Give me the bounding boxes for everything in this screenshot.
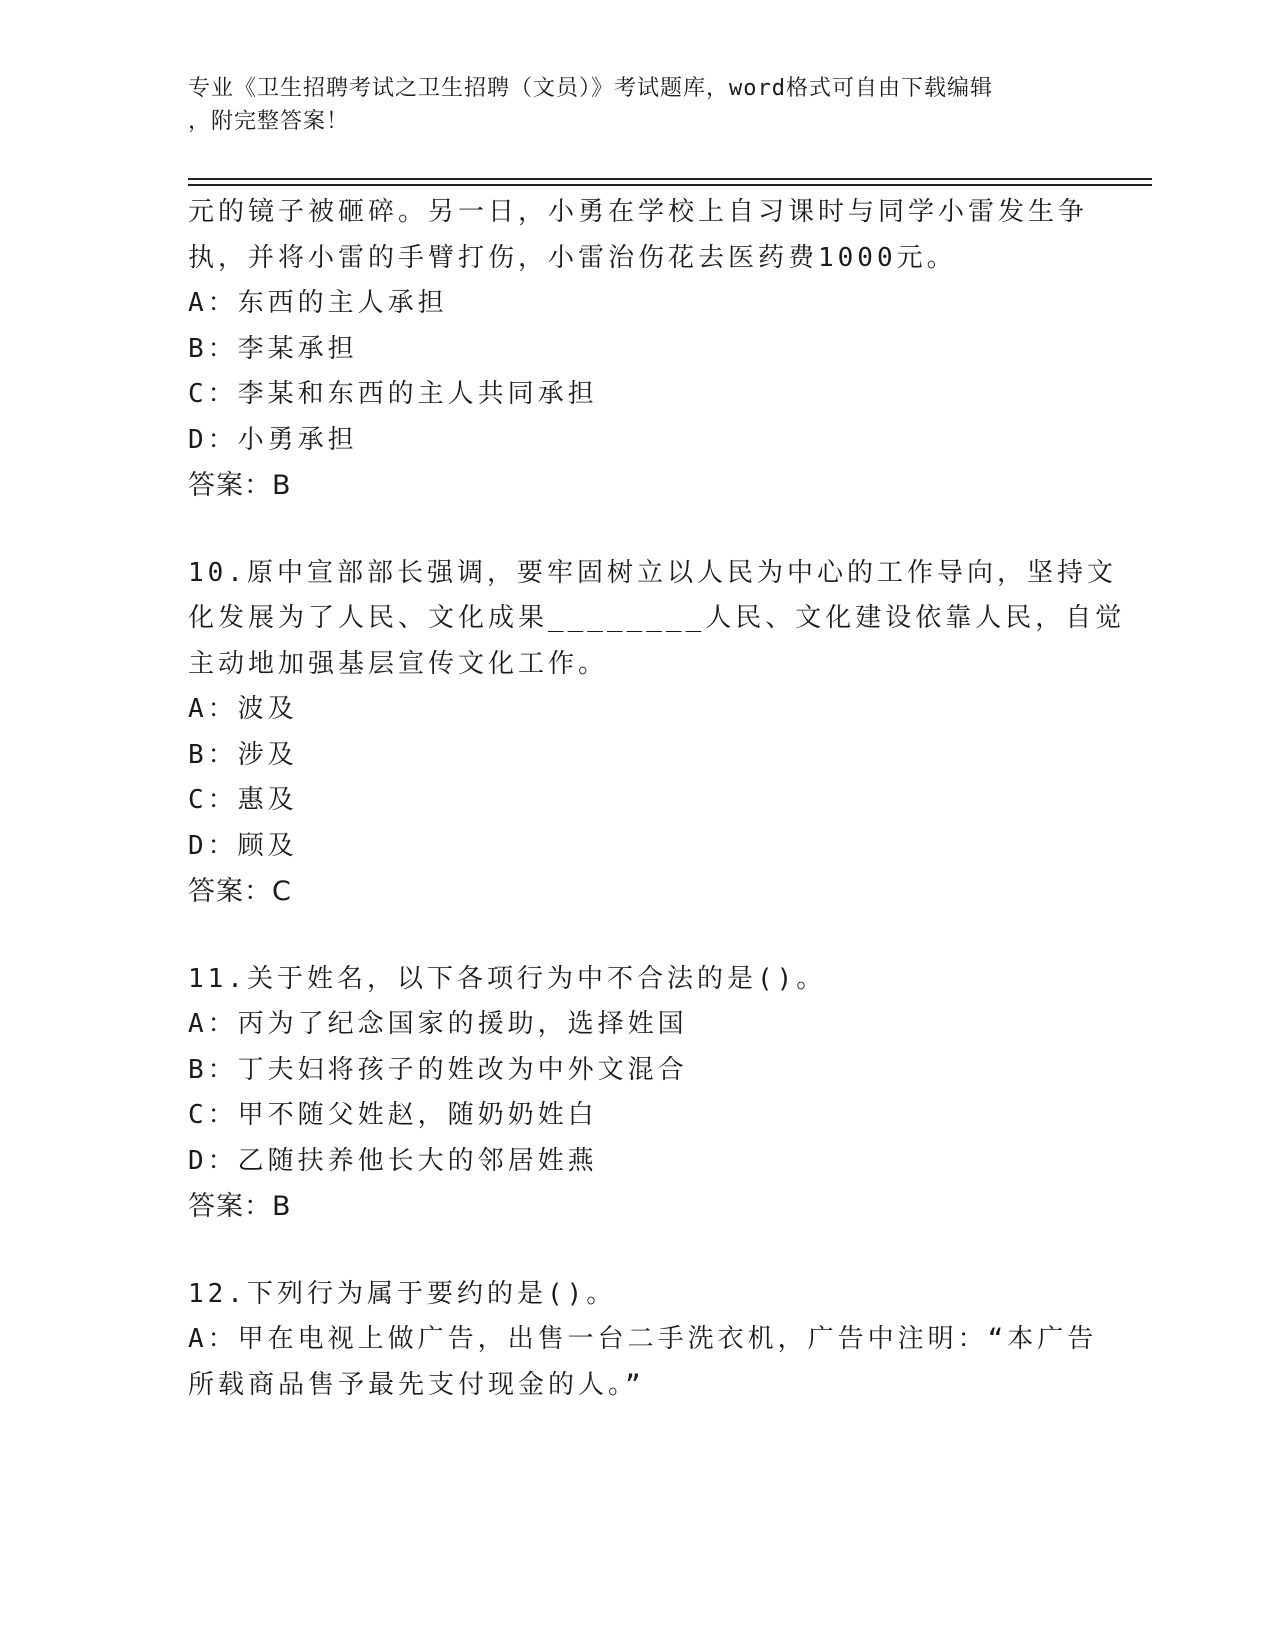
option-d: D：乙随扶养他长大的邻居姓燕	[188, 1145, 598, 1176]
question-11	[188, 957, 1088, 1230]
question-12	[188, 1272, 1098, 1409]
header-rule-bottom	[188, 184, 1152, 186]
option-c: C：惠及	[188, 785, 298, 815]
answer-label: 答案：C	[188, 876, 292, 907]
option-d: D：顾及	[188, 830, 298, 861]
option-b: B：李某承担	[188, 333, 358, 364]
question-text-line: 主动地加强基层宣传文化工作。	[188, 648, 609, 679]
question-10	[188, 551, 1126, 915]
question-list	[188, 190, 1126, 1408]
header-line-1: 专业《卫生招聘考试之卫生招聘（文员）》考试题库，word格式可自由下载编辑	[188, 76, 993, 101]
document-header	[188, 72, 1068, 138]
option-b: B：丁夫妇将孩子的姓改为中外文混合	[188, 1054, 688, 1085]
question-text-line: 化发展为了人民、文化成果________人民、文化建设依靠人民，自觉	[188, 603, 1126, 633]
question-text-line: 10.原中宣部部长强调，要牢固树立以人民为中心的工作导向，坚持文	[188, 557, 1117, 588]
header-line-2: ，附完整答案！	[188, 109, 350, 134]
question-9-continuation	[188, 190, 1088, 509]
answer-label: 答案：B	[188, 470, 292, 501]
option-a: A：东西的主人承担	[188, 288, 448, 318]
question-text-line: 12.下列行为属于要约的是()。	[188, 1278, 617, 1309]
option-d: D：小勇承担	[188, 424, 358, 455]
option-c: C：李某和东西的主人共同承担	[188, 379, 598, 409]
answer-label: 答案：B	[188, 1191, 292, 1222]
option-a: A：波及	[188, 694, 298, 724]
option-c: C：甲不随父姓赵，随奶奶姓白	[188, 1100, 598, 1130]
question-text-line: 执，并将小雷的手臂打伤，小雷治伤花去医药费1000元。	[188, 242, 957, 273]
question-text-line: 11.关于姓名，以下各项行为中不合法的是()。	[188, 963, 827, 994]
option-a-continued: 所载商品售予最先支付现金的人。”	[188, 1369, 645, 1400]
header-rule-top	[188, 178, 1152, 180]
option-a: A：丙为了纪念国家的援助，选择姓国	[188, 1009, 688, 1039]
option-b: B：涉及	[188, 739, 298, 770]
option-a: A：甲在电视上做广告，出售一台二手洗衣机，广告中注明：“本广告	[188, 1324, 1098, 1354]
question-text-line: 元的镜子被砸碎。另一日，小勇在学校上自习课时与同学小雷发生争	[188, 197, 1089, 227]
